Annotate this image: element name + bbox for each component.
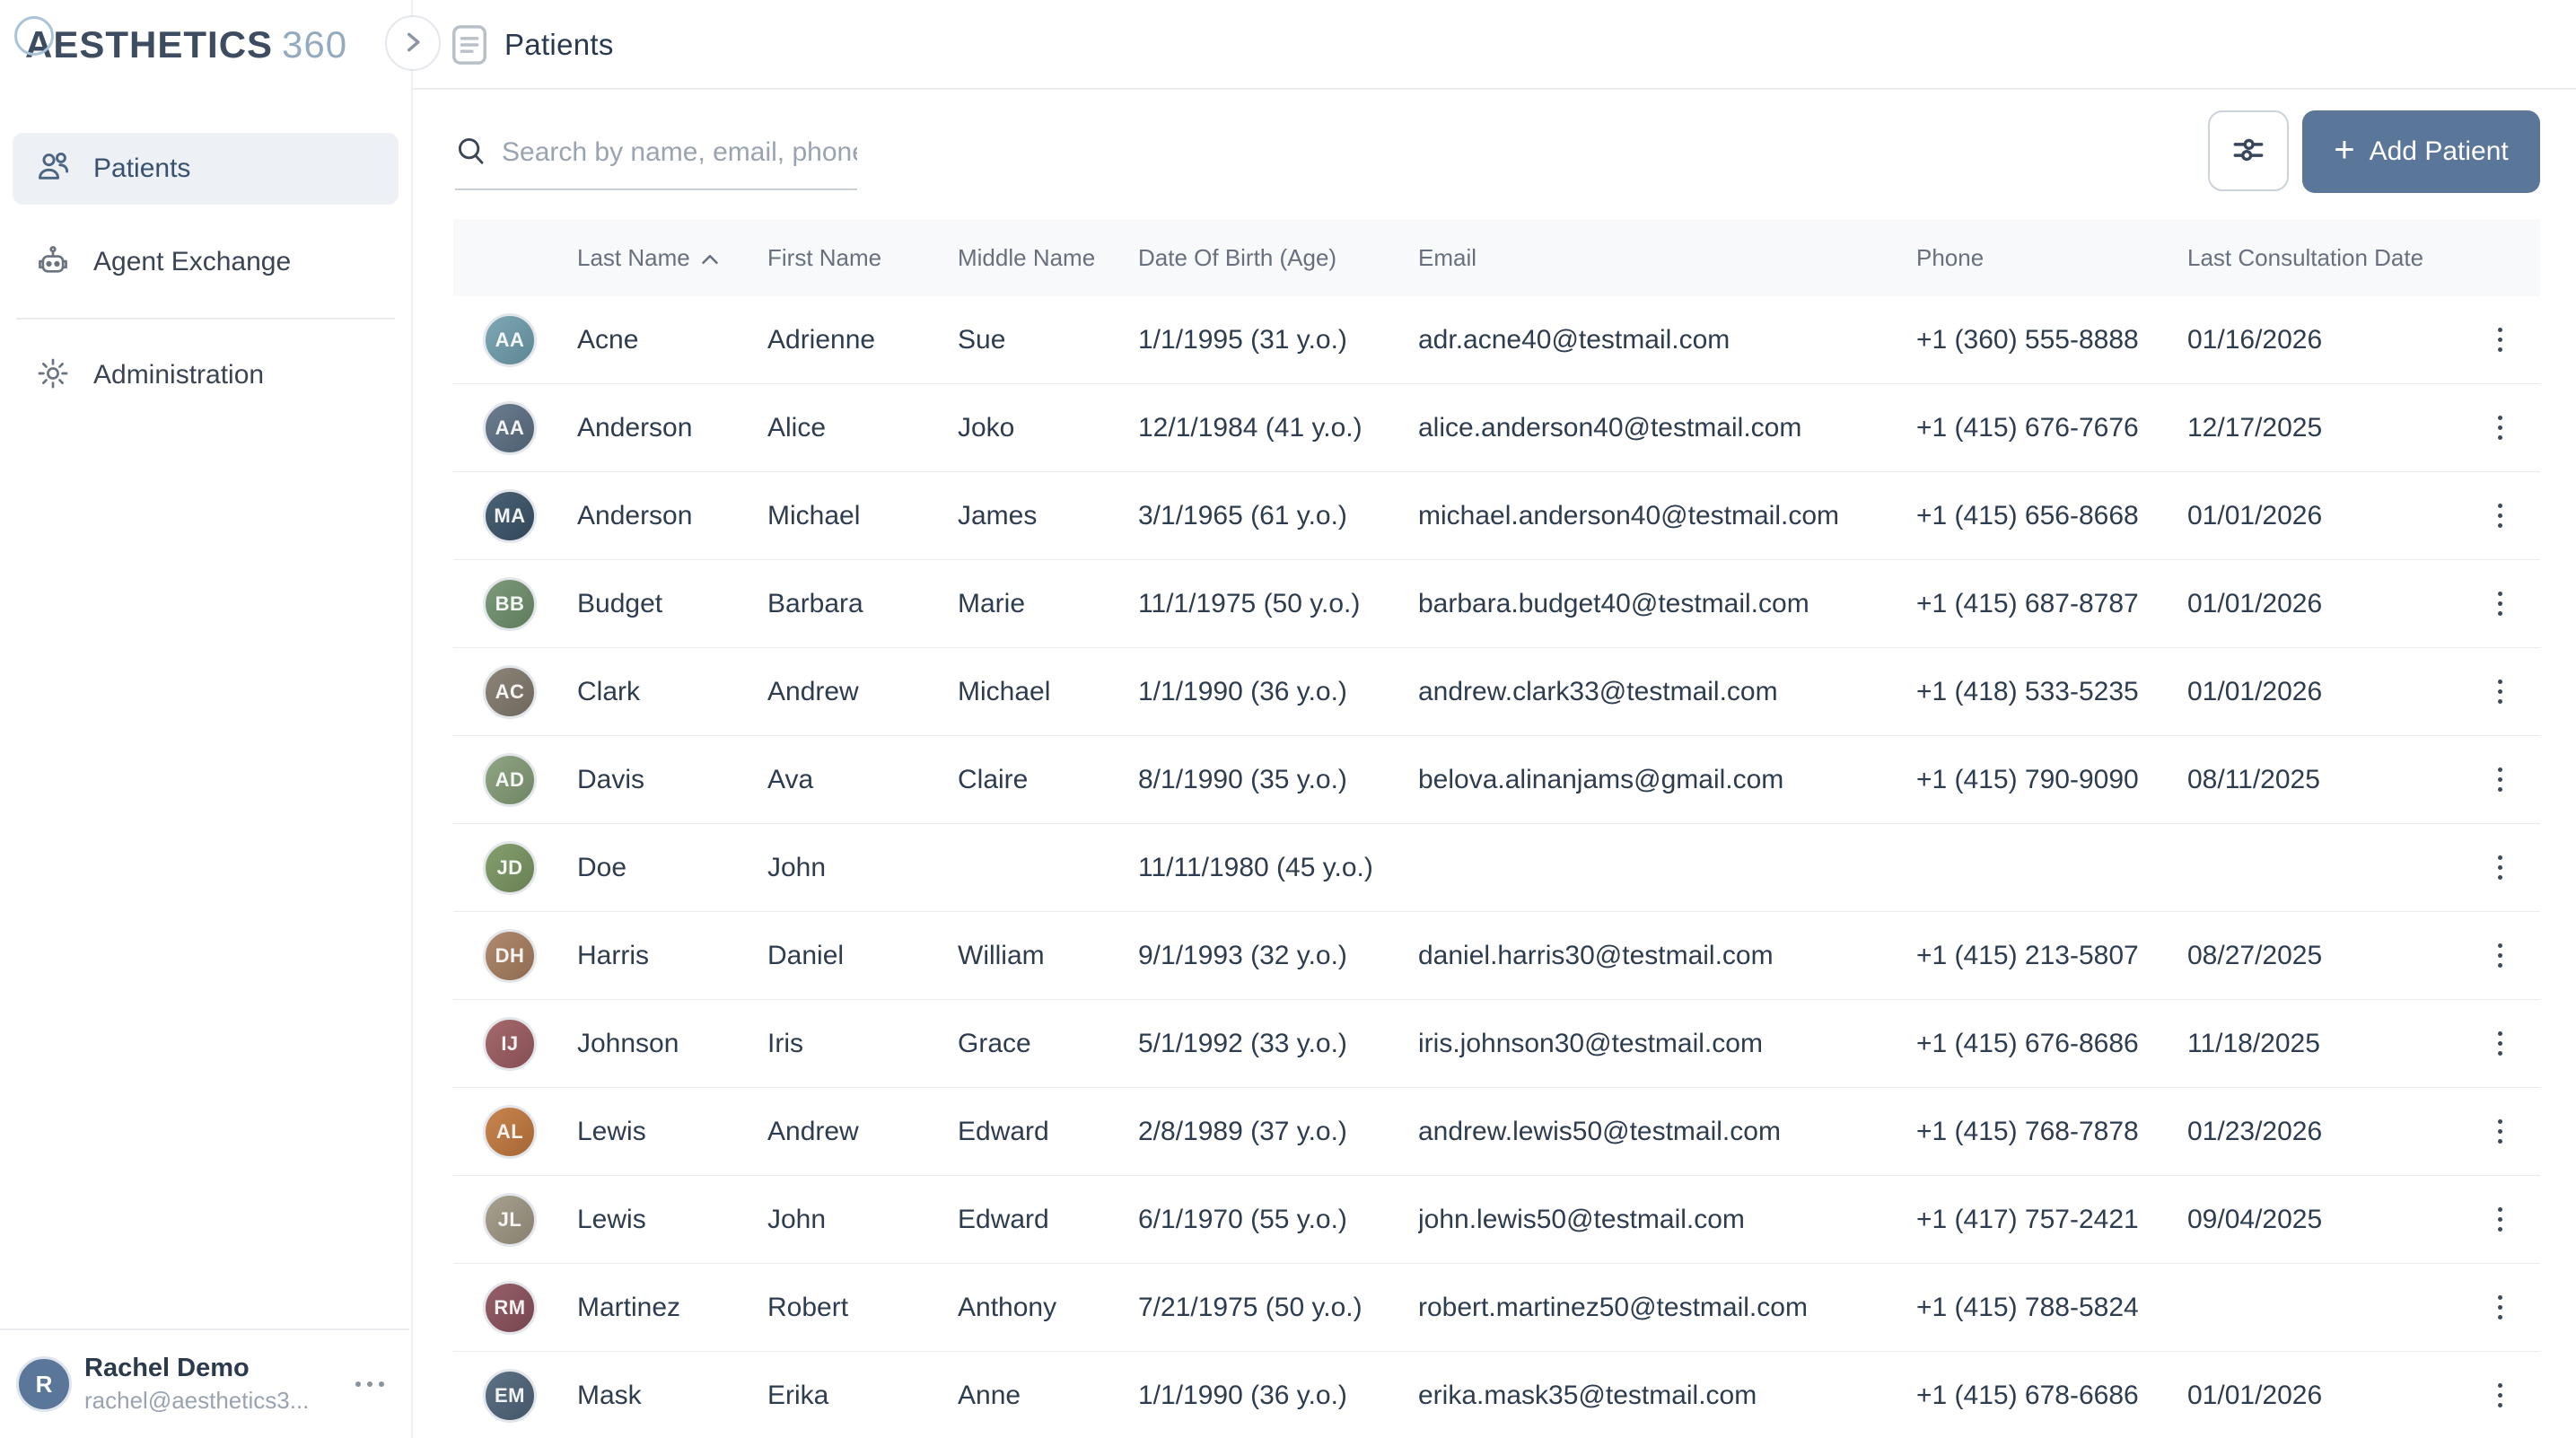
- cell-phone: +1 (415) 788-5824: [1916, 1292, 2139, 1322]
- patient-avatar: IJ: [483, 1017, 537, 1071]
- user-email: rachel@aesthetics3...: [84, 1387, 310, 1414]
- patient-avatar: MA: [483, 489, 537, 543]
- sidebar-item-label: Patients: [93, 153, 191, 183]
- cell-last-consultation: 01/01/2026: [2187, 588, 2323, 618]
- patient-avatar: AC: [483, 665, 537, 719]
- cell-middle-name: James: [958, 500, 1038, 530]
- row-actions-menu-button[interactable]: [2480, 665, 2519, 719]
- cell-middle-name: Edward: [958, 1204, 1049, 1234]
- gear-icon: [36, 356, 70, 395]
- page-title: Patients: [504, 28, 614, 61]
- cell-last-name: Acne: [577, 324, 639, 355]
- cell-phone: +1 (415) 678-6686: [1916, 1380, 2139, 1410]
- robot-icon: [36, 243, 70, 282]
- patient-avatar: AL: [483, 1105, 537, 1159]
- row-actions-menu-button[interactable]: [2480, 1193, 2519, 1247]
- table-row[interactable]: [453, 1264, 2540, 1352]
- table-row[interactable]: [453, 1088, 2540, 1176]
- main-content: [413, 90, 2576, 1438]
- cell-phone: +1 (415) 213-5807: [1916, 940, 2139, 970]
- table-row[interactable]: [453, 1176, 2540, 1264]
- cell-first-name: Andrew: [767, 1116, 859, 1146]
- cell-last-name: Lewis: [577, 1116, 646, 1146]
- cell-email: iris.johnson30@testmail.com: [1418, 1028, 1763, 1058]
- patient-avatar: EM: [483, 1369, 537, 1423]
- cell-first-name: John: [767, 1204, 827, 1234]
- cell-dob: 7/21/1975 (50 y.o.): [1138, 1292, 1362, 1322]
- cell-last-name: Anderson: [577, 412, 693, 443]
- row-actions-menu-button[interactable]: [2480, 753, 2519, 807]
- table-row[interactable]: [453, 912, 2540, 1000]
- row-actions-menu-button[interactable]: [2480, 577, 2519, 631]
- cell-last-name: Doe: [577, 852, 627, 882]
- patients-icon: [36, 151, 70, 188]
- cell-last-consultation: 01/01/2026: [2187, 676, 2323, 706]
- row-actions-menu-button[interactable]: [2480, 841, 2519, 895]
- sidebar: [0, 0, 413, 1438]
- table-row[interactable]: [453, 1352, 2540, 1438]
- table-row[interactable]: [453, 296, 2540, 384]
- table-row[interactable]: [453, 384, 2540, 472]
- cell-last-name: Clark: [577, 676, 641, 706]
- column-header-middle-name[interactable]: Middle Name: [958, 243, 1096, 271]
- patient-avatar: DH: [483, 929, 537, 983]
- cell-last-consultation: 08/27/2025: [2187, 940, 2323, 970]
- cell-first-name: Barbara: [767, 588, 863, 618]
- column-header-last-consultation[interactable]: Last Consultation Date: [2187, 243, 2424, 271]
- table-row[interactable]: [453, 736, 2540, 824]
- cell-dob: 9/1/1993 (32 y.o.): [1138, 940, 1347, 970]
- cell-phone: +1 (415) 656-8668: [1916, 500, 2139, 530]
- cell-dob: 1/1/1995 (31 y.o.): [1138, 324, 1347, 355]
- cell-email: belova.alinanjams@gmail.com: [1418, 764, 1784, 794]
- cell-email: andrew.clark33@testmail.com: [1418, 676, 1778, 706]
- column-header-email[interactable]: Email: [1418, 243, 1477, 271]
- cell-last-consultation: 12/17/2025: [2187, 412, 2323, 443]
- sidebar-item-patients[interactable]: [13, 133, 399, 205]
- column-header-last-name[interactable]: Last Name: [577, 244, 767, 272]
- cell-email: john.lewis50@testmail.com: [1418, 1204, 1745, 1234]
- cell-last-consultation: 01/01/2026: [2187, 500, 2323, 530]
- table-row[interactable]: [453, 648, 2540, 736]
- cell-middle-name: Michael: [958, 676, 1051, 706]
- patient-avatar: RM: [483, 1281, 537, 1335]
- cell-first-name: Andrew: [767, 676, 859, 706]
- breadcrumb: [451, 0, 614, 90]
- filter-button[interactable]: [2208, 110, 2289, 191]
- logo-text: ESTHETICS: [53, 23, 274, 66]
- column-header-first-name[interactable]: First Name: [767, 243, 882, 271]
- cell-phone: +1 (417) 757-2421: [1916, 1204, 2139, 1234]
- patient-avatar: AA: [483, 313, 537, 367]
- sidebar-nav: [13, 133, 399, 411]
- cell-middle-name: Edward: [958, 1116, 1049, 1146]
- cell-dob: 12/1/1984 (41 y.o.): [1138, 412, 1362, 443]
- search-input[interactable]: [502, 137, 857, 168]
- cell-phone: +1 (415) 768-7878: [1916, 1116, 2139, 1146]
- patient-avatar: JD: [483, 841, 537, 895]
- cell-dob: 3/1/1965 (61 y.o.): [1138, 500, 1347, 530]
- user-box[interactable]: [0, 1328, 409, 1438]
- sort-asc-icon: [701, 244, 719, 272]
- add-patient-button[interactable]: [2302, 110, 2540, 193]
- add-patient-label: Add Patient: [2369, 136, 2509, 166]
- cell-email: adr.acne40@testmail.com: [1418, 324, 1730, 355]
- cell-last-consultation: 01/23/2026: [2187, 1116, 2323, 1146]
- search-icon: [455, 135, 487, 171]
- sidebar-item-agent-exchange[interactable]: [13, 226, 399, 298]
- cell-middle-name: Sue: [958, 324, 1006, 355]
- cell-middle-name: Grace: [958, 1028, 1031, 1058]
- cell-middle-name: Anne: [958, 1380, 1021, 1410]
- cell-first-name: Alice: [767, 412, 827, 443]
- app-logo: [25, 20, 347, 70]
- cell-dob: 1/1/1990 (36 y.o.): [1138, 1380, 1347, 1410]
- cell-last-name: Anderson: [577, 500, 693, 530]
- document-icon: [451, 24, 488, 66]
- sidebar-item-label: Administration: [93, 360, 265, 390]
- cell-last-name: Harris: [577, 940, 649, 970]
- search-field: [455, 117, 857, 190]
- row-actions-menu-button[interactable]: [2480, 401, 2519, 455]
- user-menu-button[interactable]: [355, 1381, 384, 1387]
- cell-phone: +1 (415) 790-9090: [1916, 764, 2139, 794]
- patient-avatar: JL: [483, 1193, 537, 1247]
- cell-first-name: Daniel: [767, 940, 845, 970]
- cell-phone: +1 (415) 676-8686: [1916, 1028, 2139, 1058]
- sidebar-collapse-button[interactable]: [385, 15, 441, 71]
- cell-last-consultation: 01/01/2026: [2187, 1380, 2323, 1410]
- cell-last-name: Lewis: [577, 1204, 646, 1234]
- cell-first-name: Adrienne: [767, 324, 876, 355]
- cell-last-consultation: 08/11/2025: [2187, 764, 2320, 794]
- row-actions-menu-button[interactable]: [2480, 1105, 2519, 1159]
- chevron-right-icon: [403, 31, 423, 57]
- cell-last-name: Mask: [577, 1380, 642, 1410]
- cell-last-name: Budget: [577, 588, 663, 618]
- cell-last-consultation: 01/16/2026: [2187, 324, 2323, 355]
- logo-suffix: 360: [282, 23, 348, 66]
- cell-first-name: John: [767, 852, 827, 882]
- cell-middle-name: William: [958, 940, 1045, 970]
- cell-last-consultation: 11/18/2025: [2187, 1028, 2320, 1058]
- column-header-dob[interactable]: Date Of Birth (Age): [1138, 243, 1337, 271]
- cell-dob: 2/8/1989 (37 y.o.): [1138, 1116, 1347, 1146]
- cell-last-consultation: 09/04/2025: [2187, 1204, 2323, 1234]
- cell-dob: 5/1/1992 (33 y.o.): [1138, 1028, 1347, 1058]
- cell-email: robert.martinez50@testmail.com: [1418, 1292, 1808, 1322]
- patient-avatar: AD: [483, 753, 537, 807]
- patient-avatar: AA: [483, 401, 537, 455]
- cell-email: alice.anderson40@testmail.com: [1418, 412, 1802, 443]
- cell-middle-name: Marie: [958, 588, 1026, 618]
- plus-icon: +: [2334, 130, 2355, 170]
- cell-first-name: Robert: [767, 1292, 849, 1322]
- cell-first-name: Michael: [767, 500, 861, 530]
- row-actions-menu-button[interactable]: [2480, 929, 2519, 983]
- cell-phone: +1 (360) 555-8888: [1916, 324, 2139, 355]
- cell-email: andrew.lewis50@testmail.com: [1418, 1116, 1781, 1146]
- cell-dob: 6/1/1970 (55 y.o.): [1138, 1204, 1347, 1234]
- cell-first-name: Iris: [767, 1028, 803, 1058]
- table-row[interactable]: [453, 824, 2540, 912]
- row-actions-menu-button[interactable]: [2480, 1017, 2519, 1071]
- table-header: [453, 219, 2540, 296]
- cell-last-name: Davis: [577, 764, 645, 794]
- cell-middle-name: Anthony: [958, 1292, 1057, 1322]
- cell-last-name: Johnson: [577, 1028, 679, 1058]
- sidebar-divider: [16, 318, 395, 320]
- user-avatar: R: [16, 1356, 72, 1412]
- cell-phone: +1 (415) 687-8787: [1916, 588, 2139, 618]
- sliders-icon: [2229, 130, 2268, 172]
- logo-letter: A: [25, 23, 54, 66]
- column-header-phone[interactable]: Phone: [1916, 243, 1985, 271]
- cell-dob: 11/11/1980 (45 y.o.): [1138, 852, 1373, 882]
- cell-last-name: Martinez: [577, 1292, 681, 1322]
- cell-email: barbara.budget40@testmail.com: [1418, 588, 1809, 618]
- user-name: Rachel Demo: [84, 1354, 250, 1382]
- sidebar-item-administration[interactable]: [13, 339, 399, 411]
- cell-middle-name: Claire: [958, 764, 1029, 794]
- cell-email: michael.anderson40@testmail.com: [1418, 500, 1839, 530]
- cell-dob: 11/1/1975 (50 y.o.): [1138, 588, 1361, 618]
- cell-first-name: Erika: [767, 1380, 829, 1410]
- table-row[interactable]: [453, 560, 2540, 648]
- row-actions-menu-button[interactable]: [2480, 313, 2519, 367]
- patient-avatar: BB: [483, 577, 537, 631]
- row-actions-menu-button[interactable]: [2480, 489, 2519, 543]
- cell-dob: 8/1/1990 (35 y.o.): [1138, 764, 1347, 794]
- table-row[interactable]: [453, 1000, 2540, 1088]
- row-actions-menu-button[interactable]: [2480, 1369, 2519, 1423]
- cell-dob: 1/1/1990 (36 y.o.): [1138, 676, 1347, 706]
- table-row[interactable]: [453, 472, 2540, 560]
- row-actions-menu-button[interactable]: [2480, 1281, 2519, 1335]
- table-body: [453, 296, 2540, 1438]
- cell-first-name: Ava: [767, 764, 814, 794]
- sidebar-item-label: Agent Exchange: [93, 247, 292, 276]
- cell-phone: +1 (415) 676-7676: [1916, 412, 2139, 443]
- cell-phone: +1 (418) 533-5235: [1916, 676, 2139, 706]
- cell-email: daniel.harris30@testmail.com: [1418, 940, 1774, 970]
- cell-middle-name: Joko: [958, 412, 1015, 443]
- cell-email: erika.mask35@testmail.com: [1418, 1380, 1757, 1410]
